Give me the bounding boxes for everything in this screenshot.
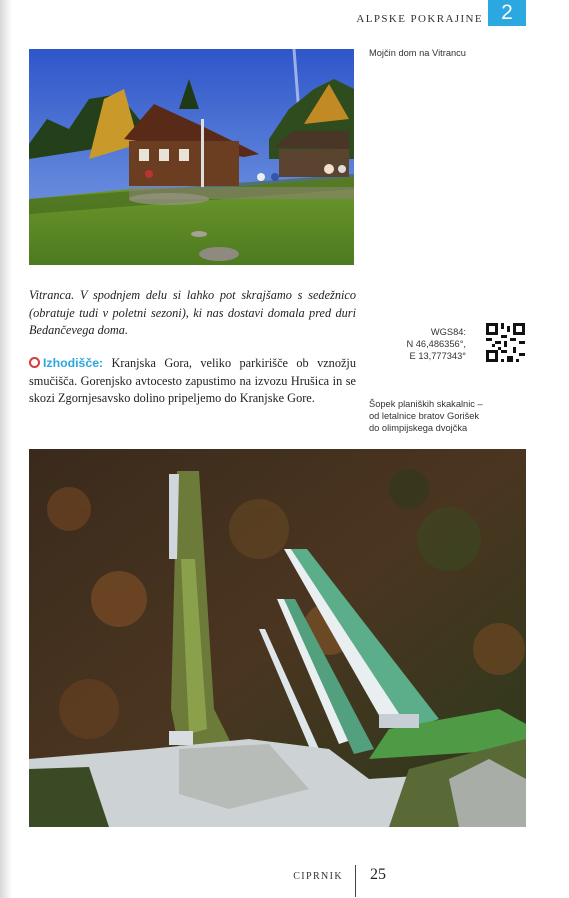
photo-mountain-hut (29, 49, 354, 265)
gps-system: WGS84: (430, 327, 466, 337)
gps-north: N 46,486356°, (406, 339, 466, 349)
gps-east: E 13,777343° (409, 351, 466, 361)
chapter-number-tab: 2 (488, 0, 526, 26)
footer-divider (355, 865, 356, 897)
start-marker-icon (29, 357, 40, 368)
top-photo-caption: Mojčin dom na Vitrancu (369, 48, 466, 58)
bottom-caption-line-3: do olimpijskega dvojčka (369, 423, 468, 433)
running-header: ALPSKE POKRAJINE (356, 13, 483, 25)
qr-code-icon[interactable] (486, 323, 525, 367)
paragraph-description: Vitranca. V spodnjem delu si lahko pot skrajšamo s sedežnico (obratuje tudi v poletni sezoni), ki nas dostavi domala pred duri Bedančevega doma. (29, 288, 356, 337)
book-title: CIPRNIK (293, 871, 343, 882)
bottom-photo-caption (369, 398, 483, 434)
starting-point-text: Kranjska Gora, veliko parkirišče ob vznožju smučišča. Gorenjsko avtocesto zapustimo na izvozu Hrušica in se skozi Zgornjesavsko dolino pripeljemo do Kranjske Gore. (29, 356, 356, 405)
starting-point-label: Izhodišče: (43, 356, 104, 370)
page-spine-shadow (0, 0, 12, 898)
page-number: 25 (370, 866, 386, 883)
starting-point-paragraph (29, 355, 356, 408)
gps-coordinates (366, 326, 466, 362)
photo-ski-jumps-aerial (29, 449, 526, 827)
bottom-caption-line-2: od letalnice bratov Gorišek (369, 411, 480, 421)
bottom-caption-line-1: Šopek planiških skakalnic – (369, 399, 483, 409)
